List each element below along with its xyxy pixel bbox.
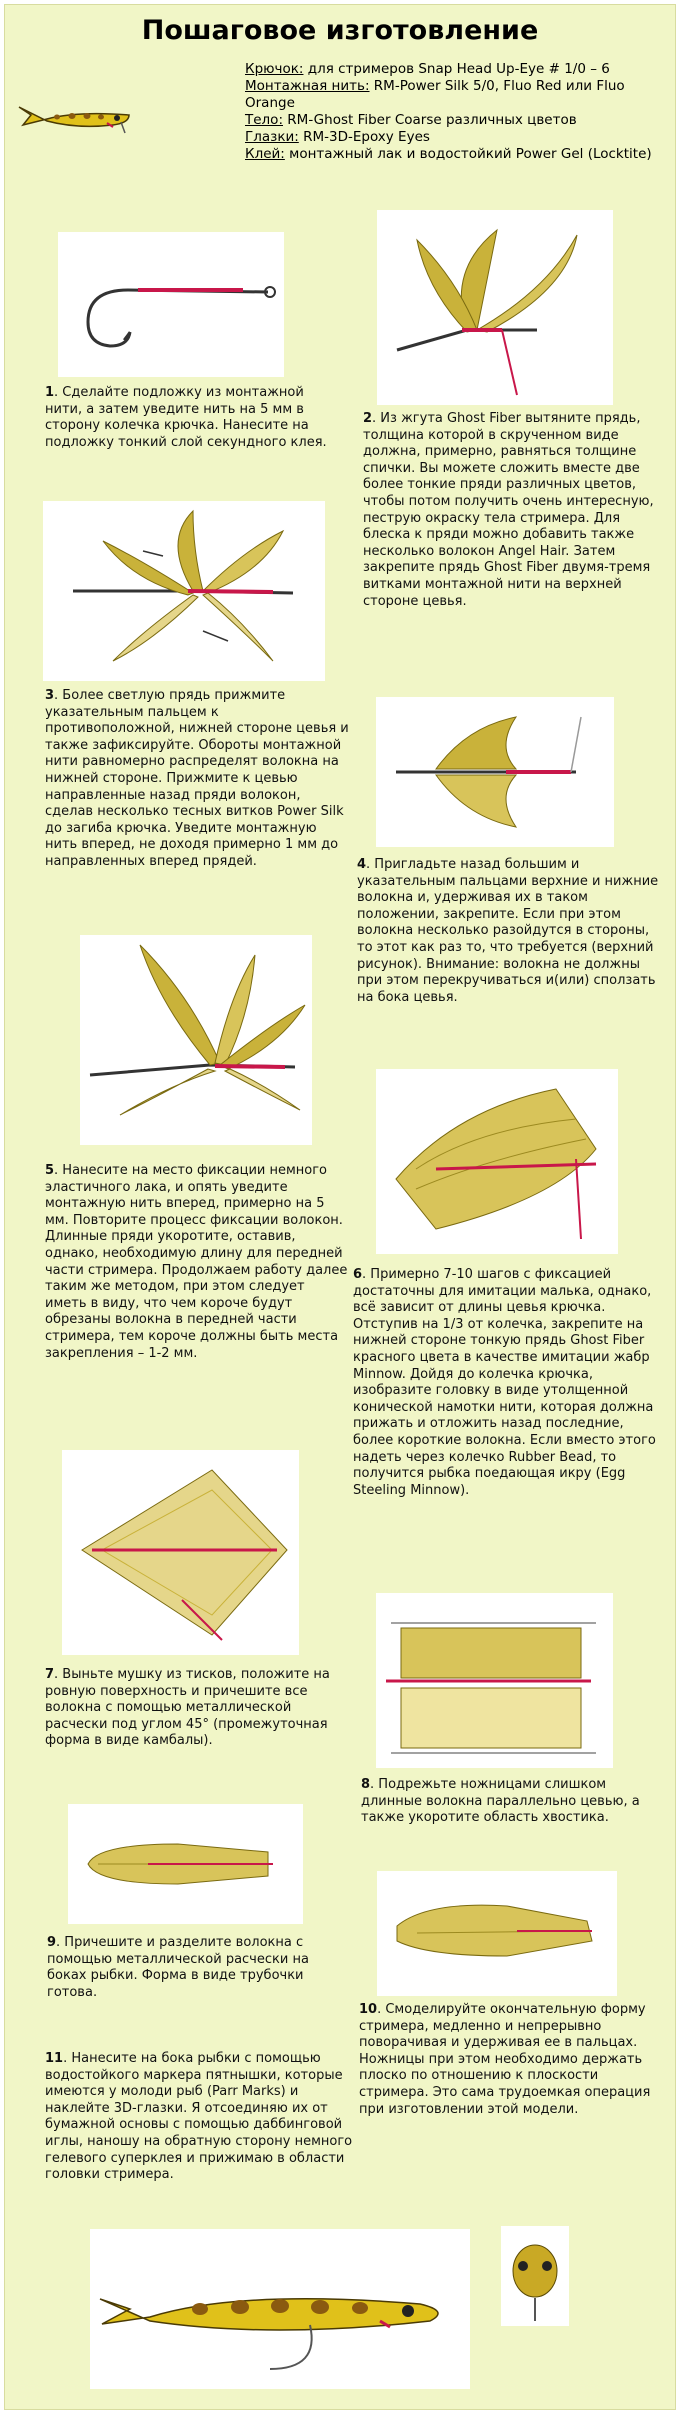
step-5-text: 5. Нанесите на место фиксации немного эластичного лака, и опять уведите монтажную нить вперед, примерно на 5 мм. Повторите процесс фиксации волокон. Длинные пряди укоротите, оставив, однако, необходимую длину для передней части стримера. Продолжаем работу далее таким же методом, при этом следует иметь в виду, что чем короче будут обрезаны волокна в передней части стримера, тем короче должны быть места закрепления – 1-2 мм.	[45, 1163, 348, 1361]
spec-body: Тело: RM-Ghost Fiber Coarse различных цветов	[245, 112, 577, 128]
step-6-photo	[376, 1069, 618, 1254]
article-page	[4, 4, 676, 2410]
spec-eyes: Глазки: RM-3D-Epoxy Eyes	[245, 129, 430, 145]
step-7-photo	[62, 1450, 299, 1655]
step-9-text: 9. Причешите и разделите волокна с помощью металлической расчески на боках рыбки. Форма в виде трубочки готова.	[47, 1935, 309, 2000]
page-title: Пошаговое изготовление	[141, 15, 539, 46]
spec-thread: Монтажная нить: RM-Power Silk 5/0, Fluo Red или Fluo Orange	[245, 78, 625, 111]
step-10-photo	[377, 1871, 617, 1996]
step-3-text: 3. Более светлую прядь прижмите указательным пальцем к противоположной, нижней стороне цевья и также зафиксируйте. Обороты монтажной нити равномерно распределят волокна на нижней стороне. Прижмите к цевью направленные назад пряди волокон, сделав несколько тесных витков Power Silk до загиба крючка. Уведите монтажную нить вперед, не доходя примерно 1 мм до направленных вперед прядей.	[45, 688, 349, 869]
final-streamer-front-photo	[501, 2226, 569, 2326]
step-1-photo	[58, 232, 284, 377]
step-3-photo	[43, 501, 325, 681]
step-11-text: 11. Нанесите на бока рыбки с помощью водостойкого маркера пятнышки, которые имеются у молоди рыб (Parr Marks) и наклейте 3D-глазки. Я отсоединяю их от бумажной основы с помощью даббинговой иглы, наношу на обратную сторону немного гелевого суперклея и прижимаю в области головки стримера.	[45, 2051, 353, 2183]
materials-list	[245, 61, 670, 163]
step-10-text: 10. Смоделируйте окончательную форму стримера, медленно и непрерывно поворачивая и удерживая ее в пальцах. Ножницы при этом необходимо держать плоско по отношению к плоскости стримера. Это сама трудоемкая операция при изготовлении этой модели.	[359, 2002, 651, 2117]
step-6-text: 6. Примерно 7-10 шагов с фиксацией достаточны для имитации малька, однако, всё зависит от длины цевья крючка. Отступив на 1/3 от колечка, закрепите на нижней стороне тонкую прядь Ghost Fiber красного цвета в качестве имитации жабр Minnow. Дойдя до колечка крючка, изобразите головку в виде утолщенной конической намотки нити, которая должна прижать и отложить назад последние, более короткие волокна. Если вместо этого надеть через колечко Rubber Bead, то получится рыбка поедающая икру (Egg Steeling Minnow).	[353, 1267, 656, 1498]
spec-glue: Клей: монтажный лак и водостойкий Power Gel (Locktite)	[245, 146, 652, 162]
step-2-text: 2. Из жгута Ghost Fiber вытяните прядь, толщина которой в скрученном виде должна, примерно, равняться толщине спички. Вы можете сложить вместе две более тонкие пряди различных цветов, чтобы потом получить очень интересную, пеструю окраску тела стримера. Для блеска к пряди можно добавить также несколько волокон Angel Hair. Затем закрепите прядь Ghost Fiber двумя-тремя витками монтажной нити на верхней стороне цевья.	[363, 411, 654, 609]
final-streamer-side-photo	[90, 2229, 470, 2389]
step-5-photo	[80, 935, 312, 1145]
step-4-photo	[376, 697, 614, 847]
step-1-text: 1. Сделайте подложку из монтажной нити, а затем уведите нить на 5 мм в сторону колечка крючка. Нанесите на подложку тонкий слой секундного клея.	[45, 385, 327, 450]
step-7-text: 7. Выньте мушку из тисков, положите на ровную поверхность и причешите все волокна с помощью металлической расчески под углом 45° (промежуточная форма в виде камбалы).	[45, 1667, 330, 1749]
header-fish-illustration	[17, 89, 135, 145]
step-8-text: 8. Подрежьте ножницами слишком длинные волокна параллельно цевью, а также укоротите область хвостика.	[361, 1777, 640, 1826]
step-8-photo	[376, 1593, 613, 1768]
step-9-photo	[68, 1804, 303, 1924]
step-2-photo	[377, 210, 613, 405]
step-4-text: 4. Пригладьте назад большим и указательным пальцами верхние и нижние волокна и, удерживая их в таком положении, закрепите. Если при этом волокна несколько разойдутся в стороны, то этот как раз то, что требуется (верхний рисунок). Внимание: волокна не должны при этом перекручиваться и(или) сползать на бока цевья.	[357, 857, 659, 1005]
spec-hook: Крючок: для стримеров Snap Head Up-Eye # 1/0 – 6	[245, 61, 610, 77]
